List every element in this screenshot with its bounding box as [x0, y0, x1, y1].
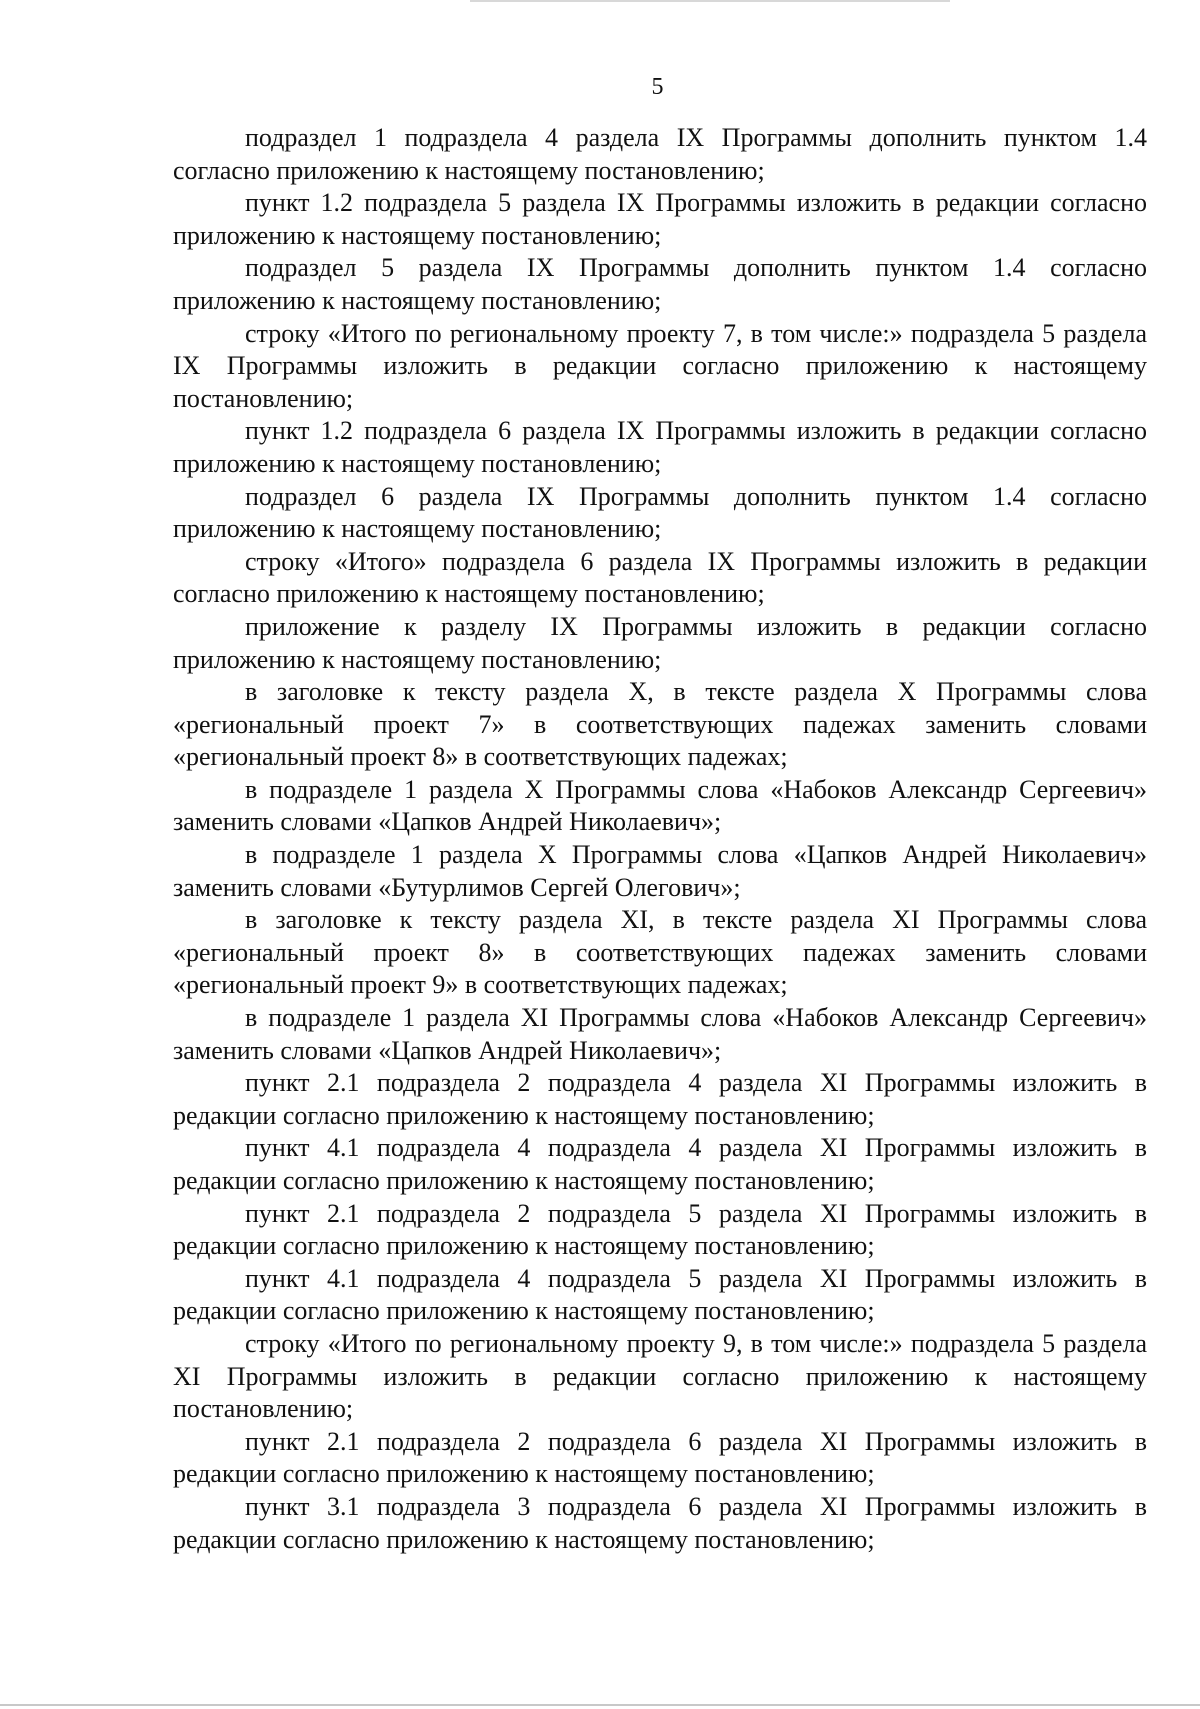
paragraph: пункт 2.1 подраздела 2 подраздела 4 раздела XI Программы изложить в редакции согласно приложению к настоящему постановлению;: [173, 1068, 1147, 1130]
page-number: 5: [651, 74, 664, 100]
paragraph: подраздел 6 раздела IX Программы дополнить пунктом 1.4 согласно приложению к настоящему постановлению;: [173, 481, 1147, 544]
scan-edge-bottom: [0, 1704, 1200, 1706]
paragraph: подраздел 1 подраздела 4 раздела IX Программы дополнить пунктом 1.4 согласно приложению к настоящему постановлению;: [173, 123, 1147, 185]
paragraph: пункт 1.2 подраздела 6 раздела IX Программы изложить в редакции согласно приложению к настоящему постановлению;: [173, 416, 1147, 478]
scan-edge-top: [470, 0, 950, 2]
paragraph: строку «Итого по региональному проекту 7, в том числе:» подраздела 5 раздела IX Программы изложить в редакции согласно приложению к настоящему постановлению;: [173, 318, 1147, 413]
paragraph: пункт 4.1 подраздела 4 подраздела 5 раздела XI Программы изложить в редакции согласно приложению к настоящему постановлению;: [173, 1263, 1147, 1326]
document-body: [173, 122, 1147, 1556]
paragraph: пункт 1.2 подраздела 5 раздела IX Программы изложить в редакции согласно приложению к настоящему постановлению;: [173, 188, 1147, 250]
paragraph: в подразделе 1 раздела X Программы слова «Цапков Андрей Николаевич» заменить словами «Бутурлимов Сергей Олегович»;: [173, 840, 1147, 902]
paragraph: подраздел 5 раздела IX Программы дополнить пунктом 1.4 согласно приложению к настоящему постановлению;: [173, 253, 1147, 315]
paragraph: приложение к разделу IX Программы изложить в редакции согласно приложению к настоящему постановлению;: [173, 611, 1147, 674]
paragraph: пункт 3.1 подраздела 3 подраздела 6 раздела XI Программы изложить в редакции согласно приложению к настоящему постановлению;: [173, 1491, 1147, 1554]
paragraph: пункт 2.1 подраздела 2 подраздела 5 раздела XI Программы изложить в редакции согласно приложению к настоящему постановлению;: [173, 1198, 1147, 1261]
paragraph: в заголовке к тексту раздела X, в тексте раздела X Программы слова «региональный проект 7» в соответствующих падежах заменить словами «региональный проект 8» в соответствующих падежах;: [173, 677, 1147, 772]
paragraph: в заголовке к тексту раздела XI, в тексте раздела XI Программы слова «региональный проект 8» в соответствующих падежах заменить словами «региональный проект 9» в соответствующих падежах;: [173, 905, 1147, 1000]
paragraph: строку «Итого по региональному проекту 9, в том числе:» подраздела 5 раздела XI Программы изложить в редакции согласно приложению к настоящему постановлению;: [173, 1328, 1147, 1424]
paragraph: строку «Итого» подраздела 6 раздела IX Программы изложить в редакции согласно приложению к настоящему постановлению;: [173, 546, 1147, 609]
paragraph: пункт 4.1 подраздела 4 подраздела 4 раздела XI Программы изложить в редакции согласно приложению к настоящему постановлению;: [173, 1133, 1147, 1195]
paragraph: пункт 2.1 подраздела 2 подраздела 6 раздела XI Программы изложить в редакции согласно приложению к настоящему постановлению;: [173, 1426, 1147, 1489]
paragraph: в подразделе 1 раздела X Программы слова «Набоков Александр Сергеевич» заменить словами «Цапков Андрей Николаевич»;: [173, 774, 1147, 837]
paragraph: в подразделе 1 раздела XI Программы слова «Набоков Александр Сергеевич» заменить словами «Цапков Андрей Николаевич»;: [173, 1003, 1147, 1065]
